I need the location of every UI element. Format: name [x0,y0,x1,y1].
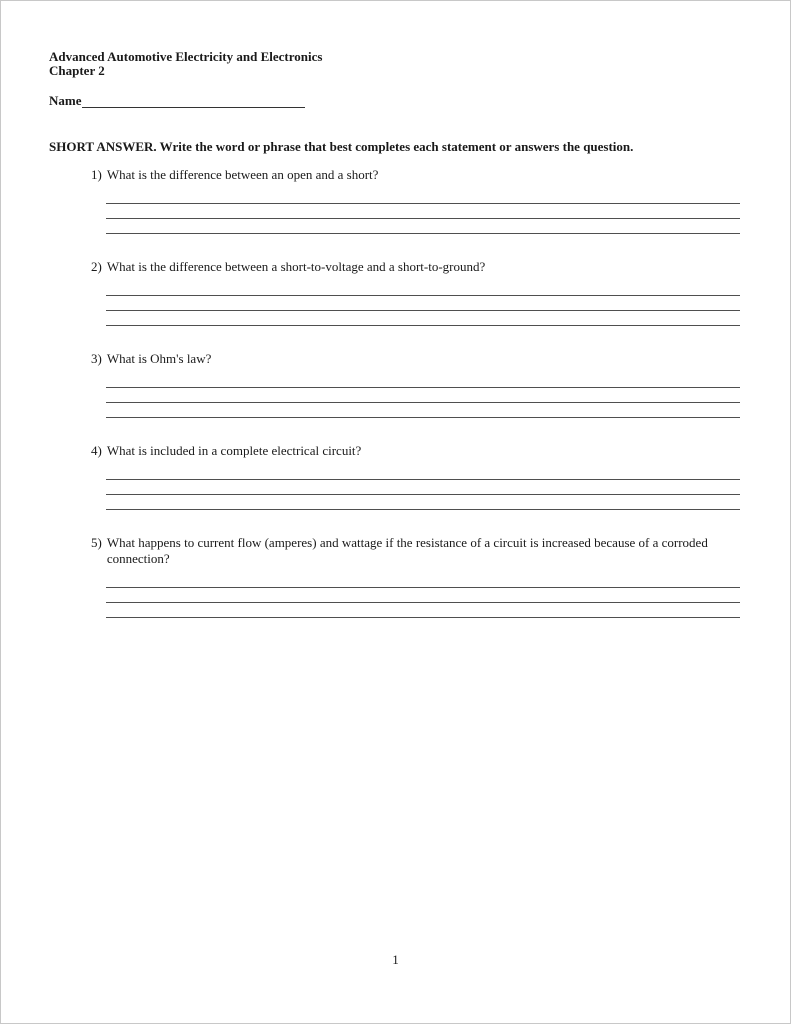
name-blank-line [82,94,305,108]
question-block [49,259,740,326]
answer-lines [106,573,740,618]
answer-line [106,573,740,588]
answer-lines [106,373,740,418]
answer-line [106,465,740,480]
question-text: What is included in a complete electrical circuit? [106,443,362,458]
course-title: Advanced Automotive Electricity and Electronics [49,49,323,64]
chapter-label: Chapter 2 [49,63,105,78]
answer-line [106,495,740,510]
answer-lines [106,465,740,510]
answer-line [106,281,740,296]
answer-line [106,388,740,403]
answer-lines [106,281,740,326]
name-label: Name [49,93,82,108]
question-text: What is Ohm's law? [106,351,212,366]
question-number: 1) [91,167,102,182]
answer-line [106,311,740,326]
document-header [49,50,740,78]
question-number: 3) [91,351,102,366]
question-block [49,167,740,234]
question-block [49,443,740,510]
question-text: What is the difference between an open and a short? [106,167,379,182]
question-body [91,351,721,367]
answer-line [106,204,740,219]
answer-line [106,603,740,618]
answer-line [106,588,740,603]
answer-line [106,373,740,388]
question-block [49,535,740,618]
question-body [91,259,721,275]
question-text: What is the difference between a short-to-voltage and a short-to-ground? [106,259,486,274]
question-number: 5) [91,535,102,550]
name-row [49,93,740,110]
question-body [91,167,721,183]
answer-line [106,403,740,418]
section-instruction: SHORT ANSWER. Write the word or phrase that best completes each statement or answers the question. [49,139,634,154]
question-number: 4) [91,443,102,458]
question-text: What happens to current flow (amperes) and wattage if the resistance of a circuit is increased because of a corroded connection? [106,535,708,566]
answer-line [106,219,740,234]
question-number: 2) [91,259,102,274]
question-block [49,351,740,418]
page-number: 1 [392,952,399,967]
answer-line [106,189,740,204]
answer-line [106,480,740,495]
question-body [91,443,721,459]
answer-lines [106,189,740,234]
question-body [91,535,721,567]
answer-line [106,296,740,311]
questions-list [49,167,740,618]
